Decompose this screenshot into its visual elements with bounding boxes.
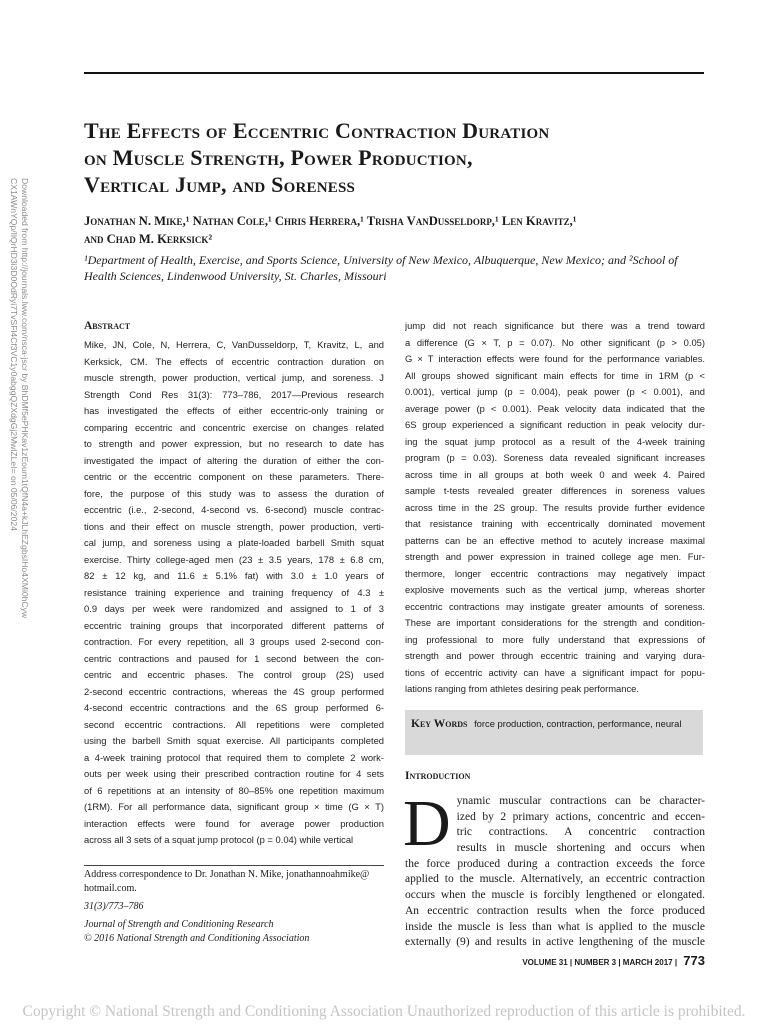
- abstract-line: across time in all groups at both week 0 and week 4. Paired: [405, 468, 705, 480]
- abstract-left-column: [84, 318, 384, 849]
- abstract-line: outs per week using their prescribed contraction routine for 4 sets: [84, 768, 384, 779]
- abstract-heading: Abstract: [84, 320, 131, 332]
- abstract-line: 2-second eccentric contractions, whereas the 4S group performed: [84, 685, 384, 697]
- abstract-line: using the barbell Smith squat exercise. All participants completed: [84, 735, 384, 746]
- journal-copyright: © 2016 National Strength and Conditioning Association: [84, 933, 310, 944]
- abstract-line: (1RM). For all performance data, significant group × time (G × T): [84, 801, 384, 812]
- abstract-line: across all 3 sets of a squat jump protocol (p = 0.04) while vertical: [84, 834, 354, 845]
- authors-line: Jonathan N. Mike,¹ Nathan Cole,¹ Chris Herrera,¹ Trisha VanDusseldorp,¹ Len Kravitz,¹: [84, 214, 577, 228]
- abstract-line: jump did not reach significance but there was a trend toward: [405, 320, 705, 331]
- abstract-line: 0.001), vertical jump (p = 0.004), peak power (p < 0.001), and: [405, 386, 705, 397]
- abstract-line: comparing eccentric and concentric exercise on changes related: [84, 421, 384, 433]
- key-words-label: Key Words: [411, 718, 468, 730]
- introduction-line: occurs when the muscle is forcibly lengthened or elongated.: [405, 889, 705, 902]
- drop-cap: D: [403, 787, 451, 860]
- affiliation-line: Health Sciences, Lindenwood University, St. Charles, Missouri: [84, 269, 387, 283]
- abstract-line: strength and power through eccentric training and varying dura-: [405, 650, 705, 661]
- abstract-line: ing professional to more fully understand that expressions of: [405, 633, 705, 645]
- abstract-line: fore, the purpose of this study was to assess the duration of: [84, 487, 384, 499]
- introduction-line: inside the muscle is less than what is applied to the muscle: [405, 920, 705, 933]
- abstract-line: centric and eccentric phases. The control group (2S) used: [84, 669, 384, 680]
- footnote: [84, 868, 384, 946]
- abstract-line: to strength and power expression, but no research to date has: [84, 438, 384, 449]
- affiliations: [84, 252, 704, 284]
- footnote-rule: [84, 865, 384, 866]
- introduction-line: results in muscle shortening and occurs when: [456, 842, 705, 855]
- introduction-line: An eccentric contraction results when the force produced: [405, 904, 705, 917]
- abstract-line: G × T interaction effects were found for the performance variables.: [405, 353, 705, 364]
- abstract-line: of 6 repetitions at an intensity of 80–85% one repetition maximum: [84, 784, 384, 796]
- abstract-line: Strength Cond Res 31(3): 773–786, 2017—Previous research: [84, 388, 384, 400]
- abstract-right-column: [405, 318, 705, 698]
- abstract-line: investigated the impact of altering the duration of either the con-: [84, 454, 384, 466]
- title-line: on Muscle Strength, Power Production,: [84, 145, 473, 170]
- abstract-line: thermore, longer eccentric contractions may negatively impact: [405, 567, 705, 579]
- abstract-line: 4-second eccentric contractions and the 6S group performed 6-: [84, 702, 384, 713]
- abstract-line: These are important considerations for the strength and condition-: [405, 617, 705, 628]
- abstract-line: that resistance training with eccentrically dominated movement: [405, 518, 705, 529]
- issue-info: VOLUME 31 | NUMBER 3 | MARCH 2017 |: [522, 958, 678, 967]
- affiliation-line: ¹Department of Health, Exercise, and Sports Science, University of New Mexico, Albuquerque, New Mexico; and ²School of: [84, 253, 678, 267]
- abstract-line: muscle strength, power production, vertical jump, and soreness. J: [84, 372, 384, 383]
- download-notice-line-2: CX1AWnYQp/IlQrHD3i3D0OdRyi7TvSFl4Cf3VC1y0abggQZXdgGj2MwlZLeI= on 05/06/2024: [9, 178, 19, 531]
- abstract-line: a 4-week training protocol that required them to complete 2 work-: [84, 751, 384, 763]
- download-notice-line-1: Downloaded from http://journals.lww.com/nsca-jscr by BhDMf5ePHKav1zEoum1tQfN4a+kJLhEZgbsIHo4XMi0hCyw: [20, 178, 30, 619]
- introduction-line: ized by 2 primary actions, concentric and eccen-: [456, 810, 705, 823]
- abstract-line: across time in the 2S group. The results provide further evidence: [405, 501, 705, 513]
- abstract-line: strength and power expression in trained college age men. Fur-: [405, 551, 705, 562]
- introduction-body: [403, 787, 705, 951]
- introduction-line: ynamic muscular contractions can be character-: [456, 795, 705, 807]
- abstract-line: explosive movements such as the vertical jump, whereas shorter: [405, 584, 705, 595]
- correspondence-line: hotmail.com.: [84, 883, 137, 894]
- page-number: 773: [683, 953, 705, 968]
- key-words-box: [405, 710, 703, 755]
- abstract-line: tions and their effect on muscle strength, power production, verti-: [84, 520, 384, 532]
- abstract-line: cal jump, and soreness using a plate-loaded barbell Smith squat: [84, 537, 384, 548]
- abstract-line: ing the squat jump protocol as a result of the 4-week training: [405, 435, 705, 447]
- introduction-heading: Introduction: [405, 770, 471, 782]
- abstract-line: average power (p < 0.001). Peak velocity data indicated that the: [405, 402, 705, 414]
- title-line: Vertical Jump, and Soreness: [84, 172, 356, 197]
- introduction-line: applied to the muscle. Alternatively, an eccentric contraction: [405, 873, 705, 886]
- abstract-line: eccentric contractions may instigate greater amounts of soreness.: [405, 600, 705, 612]
- abstract-line: sample t-tests revealed greater differences in soreness values: [405, 485, 705, 496]
- abstract-line: 82 ± 12 kg, and 11.6 ± 5.1% fat) with 3.0 ± 1.0 years of: [84, 570, 384, 581]
- abstract-line: second eccentric contractions. All repetitions were completed: [84, 718, 384, 730]
- abstract-line: lations ranging from athletes desiring peak performance.: [405, 683, 639, 694]
- abstract-line: contraction. For every repetition, all 3 groups used 2-second con-: [84, 636, 384, 647]
- abstract-line: All groups showed significant main effects for time in 1RM (p <: [405, 369, 705, 381]
- abstract-line: interaction effects were found for average power production: [84, 817, 384, 829]
- top-rule: [84, 72, 704, 74]
- abstract-line: tions of eccentric activity can have a significant impact for popu-: [405, 666, 705, 678]
- page-footer: [405, 953, 705, 968]
- abstract-line: 6S group experienced a significant reduction in peak velocity dur-: [405, 419, 705, 430]
- journal-name: Journal of Strength and Conditioning Research: [84, 919, 274, 930]
- key-words-text: force production, contraction, performance, neural: [474, 718, 682, 729]
- abstract-line: Mike, JN, Cole, N, Herrera, C, VanDusseldorp, T, Kravitz, L, and: [84, 339, 384, 350]
- abstract-line: centric or the eccentric component on these parameters. There-: [84, 471, 384, 482]
- abstract-line: centric contractions and paused for 1 second between the con-: [84, 652, 384, 664]
- citation: 31(3)/773–786: [84, 901, 144, 912]
- abstract-line: patterns can be an effective method to acutely increase maximal: [405, 534, 705, 546]
- abstract-line: a difference (G × T, p = 0.07). No other significant (p > 0.05): [405, 336, 705, 348]
- introduction-line: externally (9) and results in active lengthening of the muscle: [405, 936, 705, 949]
- abstract-line: Kerksick, CM. The effects of eccentric contraction duration on: [84, 355, 384, 367]
- correspondence-email[interactable]: [84, 882, 384, 896]
- abstract-line: 0.9 days per week were randomized and assigned to 1 of 3: [84, 603, 384, 614]
- authors-line: and Chad M. Kerksick²: [84, 232, 213, 246]
- author-list: [84, 212, 714, 248]
- abstract-line: eccentric training groups that incorporated different patterns of: [84, 619, 384, 631]
- abstract-line: program (p = 0.03). Soreness data revealed significant increases: [405, 452, 705, 463]
- abstract-line: has investigated the effects of either eccentric-only training or: [84, 405, 384, 416]
- article-title: [84, 117, 724, 198]
- introduction-line: the force produced during a contraction exceeds the force: [405, 857, 705, 870]
- abstract-line: resistance training experience and training frequency of 4.3 ±: [84, 586, 384, 598]
- abstract-right-text: [405, 318, 705, 698]
- abstract-line: eccentric (i.e., 2-second, 4-second vs. 6-second) muscle contrac-: [84, 504, 384, 515]
- introduction-line: tric contractions. A concentric contraction: [456, 826, 705, 839]
- copyright-banner: Copyright © National Strength and Conditioning Association Unauthorized reproduction of this article is prohibited.: [22, 1003, 746, 1020]
- download-notice[interactable]: [8, 178, 30, 618]
- abstract-left-text: [84, 337, 384, 849]
- title-line: The Effects of Eccentric Contraction Duration: [84, 118, 550, 143]
- correspondence-line: Address correspondence to Dr. Jonathan N. Mike, jonathannoahmike@: [84, 869, 370, 880]
- abstract-line: exercise. Thirty college-aged men (23 ± 3.5 years, 178 ± 6.8 cm,: [84, 553, 384, 565]
